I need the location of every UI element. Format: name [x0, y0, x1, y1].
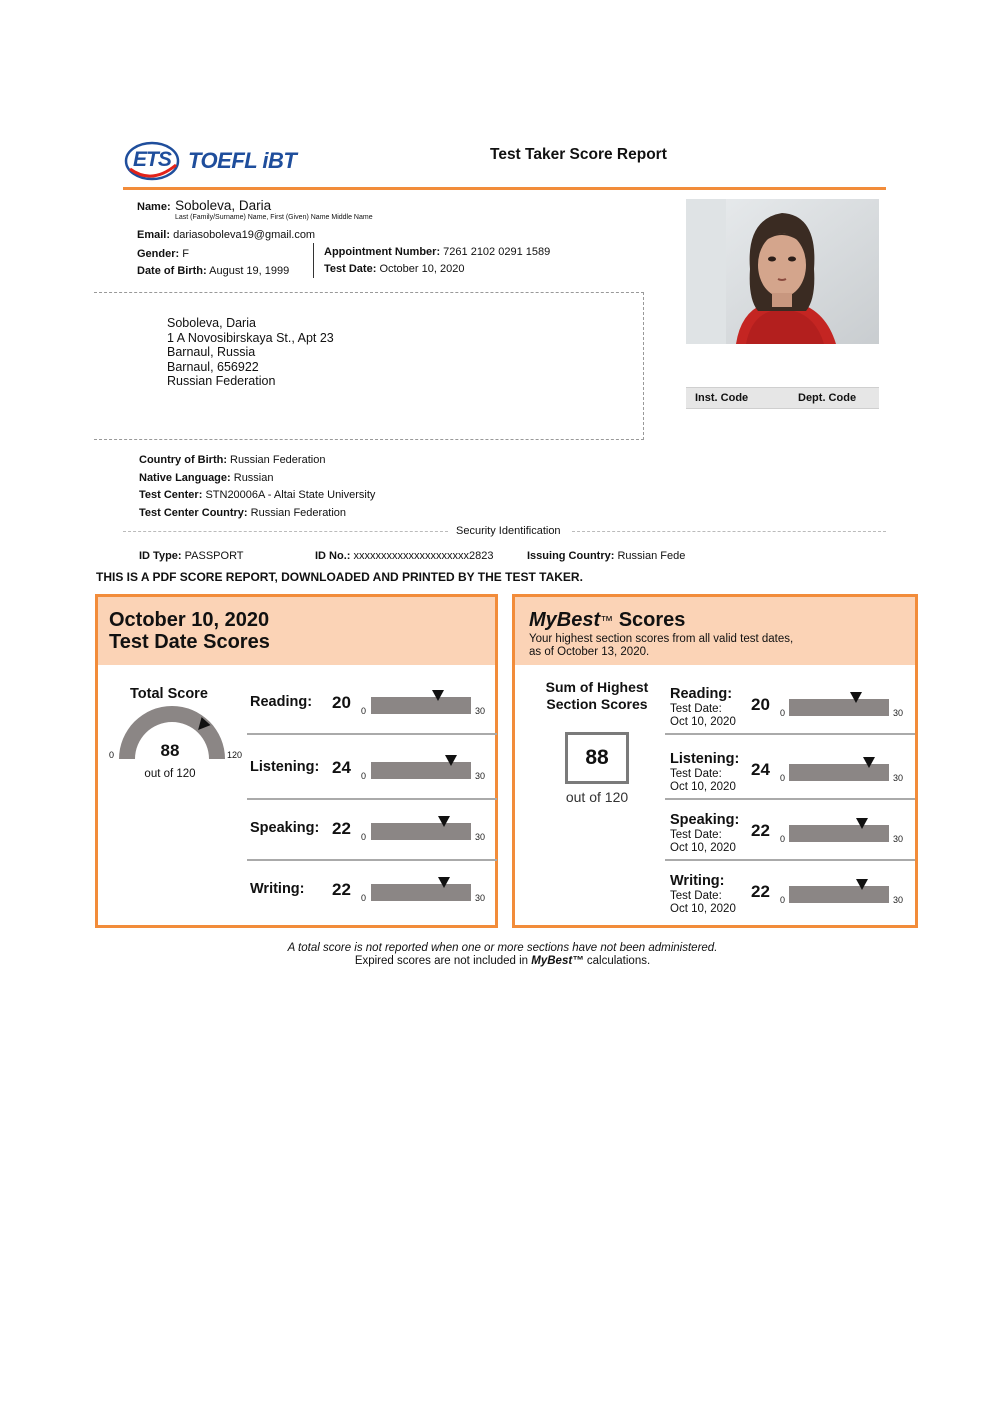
- portrait-photo-icon: [686, 199, 879, 344]
- appointment-row: [324, 246, 550, 258]
- section-test-date-label: Test Date:: [670, 768, 722, 780]
- toefl-logo-text: TOEFL iBT: [188, 148, 297, 173]
- footnote-line2-post: calculations.: [586, 955, 651, 967]
- section-test-date: Oct 10, 2020: [670, 781, 736, 793]
- section-label: Writing:: [670, 873, 725, 889]
- bar-min-label: 0: [361, 771, 367, 781]
- gauge-max-label: 120: [227, 750, 243, 760]
- issuing-country-row: [527, 550, 685, 562]
- email-row: [137, 229, 315, 241]
- score-bar: [789, 886, 889, 903]
- mybest-total-out-of: out of 120: [565, 789, 629, 805]
- bar-min-label: 0: [780, 834, 786, 844]
- test-center-row: [139, 489, 375, 501]
- test-taker-photo: [686, 199, 879, 344]
- mybest-total-box: [565, 732, 629, 784]
- section-label: Listening:: [670, 751, 740, 767]
- ets-toefl-logo: [124, 139, 299, 183]
- gender-label: Gender:: [137, 248, 180, 260]
- bar-max-label: 30: [893, 895, 904, 905]
- bar-max-label: 30: [893, 773, 904, 783]
- center-country-label: Test Center Country:: [139, 507, 248, 519]
- sum-label-line2: Section Scores: [546, 695, 648, 712]
- security-divider-right: [572, 531, 886, 532]
- score-marker-icon: [445, 755, 457, 766]
- mailing-address: [167, 316, 334, 389]
- mybest-subtitle-line2: as of October 13, 2020.: [529, 646, 650, 658]
- security-divider-left: [123, 531, 448, 532]
- bar-min-label: 0: [780, 773, 786, 783]
- id-type-row: [139, 550, 244, 562]
- mybest-panel-title: [529, 610, 685, 631]
- email-label: Email:: [137, 229, 171, 241]
- row-divider: [665, 798, 915, 800]
- bar-min-label: 0: [780, 708, 786, 718]
- score-marker-icon: [432, 690, 444, 701]
- score-marker-icon: [863, 757, 875, 768]
- test-date-panel-title: October 10, 2020: [109, 609, 270, 631]
- pdf-report-notice: THIS IS A PDF SCORE REPORT, DOWNLOADED AND PRINTED BY THE TEST TAKER.: [96, 570, 583, 584]
- address-line: Barnaul, 656922: [167, 359, 259, 374]
- gauge-min-label: 0: [109, 750, 115, 760]
- score-bar: [789, 825, 889, 842]
- score-marker-icon: [438, 816, 450, 827]
- mybest-panel-header: [515, 597, 915, 665]
- ets-logo-text: ETS: [133, 148, 171, 171]
- center-value: STN20006A - Altai State University: [205, 489, 376, 501]
- mybest-total-value: 88: [585, 746, 609, 769]
- total-score-label: Total Score: [130, 686, 208, 702]
- row-divider: [665, 733, 915, 735]
- bar-max-label: 30: [893, 708, 904, 718]
- row-divider: [247, 733, 497, 735]
- section-label: Listening:: [250, 759, 320, 775]
- address-line: Russian Federation: [167, 374, 276, 389]
- score-bar: [789, 699, 889, 716]
- bar-min-label: 0: [361, 832, 367, 842]
- id-type-label: ID Type:: [139, 550, 182, 562]
- test-date-scores-panel: [95, 594, 498, 928]
- test-date-value: October 10, 2020: [379, 263, 465, 275]
- bar-max-label: 30: [475, 706, 486, 716]
- test-center-country-row: [139, 507, 346, 519]
- lang-value: Russian: [233, 472, 274, 484]
- name-value: Soboleva, Daria: [175, 198, 272, 213]
- row-divider: [247, 798, 497, 800]
- section-score: 24: [751, 760, 770, 779]
- issuing-country-label: Issuing Country:: [527, 550, 615, 562]
- section-test-date-label: Test Date:: [670, 890, 722, 902]
- footnote-line2-brand: MyBest™: [531, 955, 584, 967]
- name-hint: Last (Family/Surname) Name, First (Given) Name Middle Name: [175, 214, 373, 221]
- issuing-country-value: Russian Fede: [617, 550, 686, 562]
- cob-value: Russian Federation: [230, 454, 326, 466]
- mybest-scores-panel: [512, 594, 918, 928]
- score-bar: [371, 884, 471, 901]
- score-marker-icon: [856, 818, 868, 829]
- total-score-out-of: out of 120: [144, 768, 196, 780]
- address-line: Barnaul, Russia: [167, 345, 256, 360]
- cob-label: Country of Birth:: [139, 454, 227, 466]
- test-date-row: [324, 263, 464, 275]
- bar-min-label: 0: [361, 893, 367, 903]
- section-test-date-label: Test Date:: [670, 703, 722, 715]
- name-label: Name:: [137, 201, 171, 213]
- center-country-value: Russian Federation: [250, 507, 347, 519]
- address-line: Soboleva, Daria: [167, 316, 256, 330]
- section-label: Speaking:: [670, 812, 740, 828]
- mybest-title-tm: ™: [600, 613, 614, 628]
- mybest-subtitle-line1: Your highest section scores from all valid test dates,: [529, 633, 794, 645]
- id-number-label: ID No.:: [315, 550, 351, 562]
- center-label: Test Center:: [139, 489, 203, 501]
- report-title: Test Taker Score Report: [490, 146, 667, 163]
- dob-label: Date of Birth:: [137, 265, 207, 277]
- sum-of-highest-label: [529, 679, 665, 712]
- dob-row: [137, 265, 289, 277]
- header-divider: [123, 187, 886, 190]
- id-type-value: PASSPORT: [184, 550, 244, 562]
- row-divider: [665, 859, 915, 861]
- inst-code-label: Inst. Code: [695, 392, 749, 404]
- section-label: Speaking:: [250, 820, 320, 836]
- section-score: 20: [332, 693, 351, 712]
- bar-max-label: 30: [475, 771, 486, 781]
- section-test-date: Oct 10, 2020: [670, 903, 736, 915]
- dob-value: August 19, 1999: [209, 265, 290, 277]
- section-label: Writing:: [250, 881, 305, 897]
- section-test-date: Oct 10, 2020: [670, 716, 736, 728]
- email-value: dariasoboleva19@gmail.com: [173, 229, 316, 241]
- section-score: 22: [751, 821, 770, 840]
- id-number-row: [315, 550, 494, 562]
- section-label: Reading:: [250, 694, 313, 710]
- score-marker-icon: [438, 877, 450, 888]
- section-test-date: Oct 10, 2020: [670, 842, 736, 854]
- codes-bar: [686, 387, 879, 409]
- country-of-birth-row: [139, 454, 325, 466]
- native-language-row: [139, 472, 274, 484]
- section-score: 20: [751, 695, 770, 714]
- bar-max-label: 30: [893, 834, 904, 844]
- row-divider: [247, 859, 497, 861]
- lang-label: Native Language:: [139, 472, 231, 484]
- mybest-title-scores: Scores: [618, 609, 686, 631]
- score-bar: [371, 823, 471, 840]
- info-divider: [313, 243, 314, 278]
- sum-label-line1: Sum of Highest: [545, 679, 649, 695]
- bar-min-label: 0: [361, 706, 367, 716]
- gender-value: F: [182, 248, 189, 260]
- dept-code-label: Dept. Code: [798, 392, 857, 404]
- address-line: 1 A Novosibirskaya St., Apt 23: [167, 330, 334, 345]
- appointment-label: Appointment Number:: [324, 246, 441, 258]
- appointment-value: 7261 2102 0291 1589: [443, 246, 551, 258]
- section-score: 22: [332, 880, 351, 899]
- id-number-value: xxxxxxxxxxxxxxxxxxxxx2823: [353, 550, 494, 562]
- section-label: Reading:: [670, 686, 733, 702]
- test-date-label: Test Date:: [324, 263, 377, 275]
- total-score-value: 88: [160, 741, 180, 760]
- score-bar: [371, 697, 471, 714]
- mybest-title-brand: MyBest: [529, 609, 601, 631]
- name-row: [137, 197, 271, 215]
- bar-max-label: 30: [475, 832, 486, 842]
- footnote-line1: A total score is not reported when one or more sections have not been administered.: [287, 942, 718, 954]
- section-score: 22: [332, 819, 351, 838]
- test-date-panel-subtitle: Test Date Scores: [109, 631, 270, 653]
- test-date-panel-header: [98, 597, 495, 665]
- bar-min-label: 0: [780, 895, 786, 905]
- score-marker-icon: [856, 879, 868, 890]
- footnote-line2-pre: Expired scores are not included in: [354, 955, 529, 967]
- section-test-date-label: Test Date:: [670, 829, 722, 841]
- section-score: 24: [332, 758, 351, 777]
- section-score: 22: [751, 882, 770, 901]
- footnote-line2: [0, 955, 999, 967]
- gender-row: [137, 248, 189, 260]
- security-heading: Security Identification: [456, 525, 561, 537]
- score-marker-icon: [850, 692, 862, 703]
- bar-max-label: 30: [475, 893, 486, 903]
